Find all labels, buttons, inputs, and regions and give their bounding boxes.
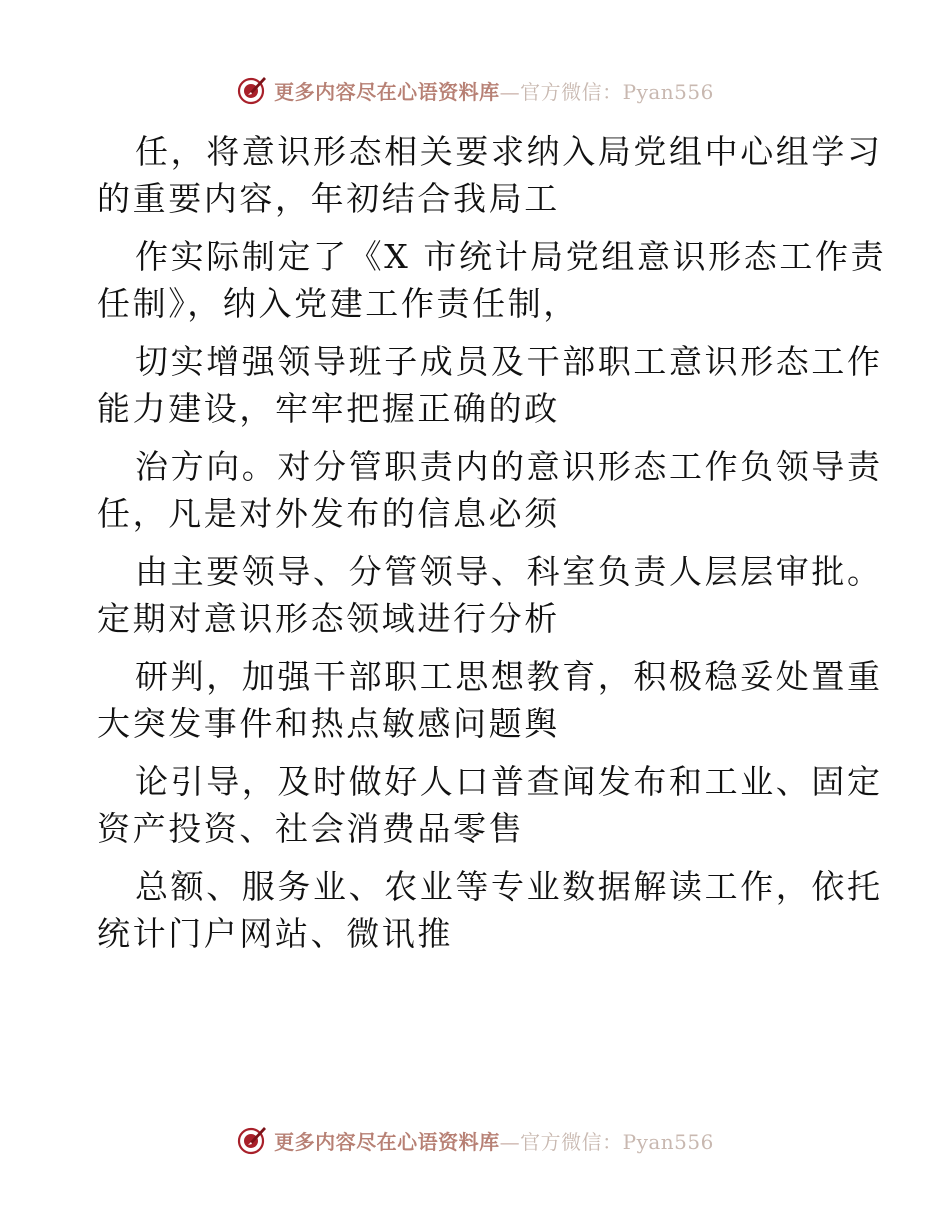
- paragraph-line: 任制》，纳入党建工作责任制，: [97, 284, 579, 323]
- paragraph-4: [97, 443, 883, 537]
- header-banner: [0, 70, 950, 110]
- paragraph-line: 统计门户网站、微讯推: [97, 914, 453, 953]
- quill-pen-logo-icon: [236, 1124, 268, 1156]
- document-body: [97, 128, 887, 957]
- paragraph-line: 资产投资、社会消费品零售: [97, 809, 525, 848]
- paragraph-line: 由主要领导、分管领导、科室负责人层层审批。: [135, 552, 883, 591]
- paragraph-line: 任，凡是对外发布的信息必须: [97, 494, 560, 533]
- paragraph-line: 切实增强领导班子成员及干部职工意识形态工作: [135, 342, 883, 381]
- paragraph-line: 任，将意识形态相关要求纳入局党组中心组学习: [135, 132, 883, 171]
- paragraph-line: 的重要内容，年初结合我局工: [97, 179, 560, 218]
- paragraph-line: 能力建设，牢牢把握正确的政: [97, 389, 560, 428]
- paragraph-line: 作实际制定了《X 市统计局党组意识形态工作责: [135, 237, 887, 276]
- header-wechat-text: 官方微信：Pyan556: [520, 79, 714, 104]
- paragraph-6: [97, 653, 883, 747]
- paragraph-1: [97, 128, 883, 222]
- footer-text: [274, 1126, 714, 1155]
- paragraph-line: 论引导，及时做好人口普查闻发布和工业、固定: [135, 762, 883, 801]
- paragraph-8: [97, 863, 883, 957]
- header-brand-text: 更多内容尽在心语资料库: [274, 79, 500, 104]
- paragraph-line: 治方向。对分管职责内的意识形态工作负领导责: [135, 447, 883, 486]
- footer-banner: [0, 1120, 950, 1160]
- paragraph-line: 研判，加强干部职工思想教育，积极稳妥处置重: [135, 657, 883, 696]
- header-text: [274, 76, 714, 105]
- paragraph-line: 大突发事件和热点敏感问题舆: [97, 704, 560, 743]
- paragraph-2: [97, 233, 887, 327]
- paragraph-5: [97, 548, 883, 642]
- paragraph-3: [97, 338, 883, 432]
- footer-wechat-text: 官方微信：Pyan556: [520, 1129, 714, 1154]
- footer-brand-text: 更多内容尽在心语资料库: [274, 1129, 500, 1154]
- paragraph-line: 总额、服务业、农业等专业数据解读工作，依托: [135, 867, 883, 906]
- paragraph-7: [97, 758, 883, 852]
- quill-pen-logo-icon: [236, 74, 268, 106]
- footer-separator: —: [499, 1129, 521, 1154]
- header-separator: —: [499, 79, 521, 104]
- paragraph-line: 定期对意识形态领域进行分析: [97, 599, 560, 638]
